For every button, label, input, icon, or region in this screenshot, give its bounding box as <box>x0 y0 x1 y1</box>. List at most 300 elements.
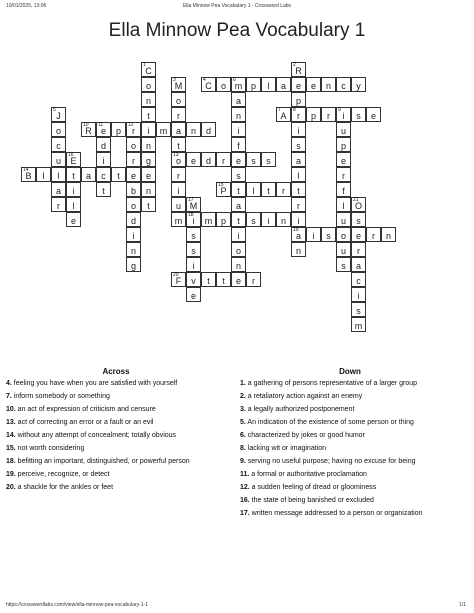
cell-letter: i <box>192 261 195 271</box>
grid-cell[interactable] <box>201 272 216 287</box>
cell-letter: r <box>177 171 180 181</box>
grid-cell[interactable] <box>276 107 291 122</box>
cell-letter: a <box>235 96 241 106</box>
grid-cell[interactable] <box>171 107 186 122</box>
grid-cell[interactable] <box>291 92 306 107</box>
grid-cell[interactable] <box>171 122 186 137</box>
down-clue <box>240 432 460 440</box>
cell-letter: e <box>190 291 196 301</box>
grid-cell[interactable] <box>126 182 141 197</box>
cell-letter: t <box>147 111 150 121</box>
cell-letter: J <box>56 111 61 121</box>
grid-cell[interactable] <box>96 152 111 167</box>
grid-cell[interactable] <box>126 212 141 227</box>
grid-cell[interactable] <box>246 152 261 167</box>
grid-cell[interactable] <box>141 197 156 212</box>
grid-cell[interactable] <box>291 77 306 92</box>
clue-number: 3 <box>173 77 176 83</box>
cell-letter: f <box>237 141 240 151</box>
cell-letter: c <box>356 276 361 286</box>
grid-cell[interactable] <box>126 137 141 152</box>
grid-cell[interactable] <box>66 167 81 182</box>
grid-cell[interactable] <box>336 167 351 182</box>
grid-cell[interactable] <box>351 197 366 212</box>
grid-cell[interactable] <box>291 197 306 212</box>
cell-letter: a <box>175 126 181 136</box>
cell-letter: e <box>295 81 301 91</box>
grid-cell[interactable] <box>186 212 201 227</box>
clue-text: not worth considering <box>15 445 85 452</box>
grid-cell[interactable] <box>231 272 246 287</box>
down-clue <box>240 419 460 427</box>
grid-cell[interactable] <box>231 107 246 122</box>
clue-number: 18 <box>188 212 194 218</box>
cell-letter: p <box>115 126 121 136</box>
clue-number: 5. <box>240 419 246 426</box>
grid-cell[interactable] <box>141 92 156 107</box>
clue-number: 8 <box>293 107 296 113</box>
cell-letter: u <box>175 201 181 211</box>
grid-cell[interactable] <box>231 212 246 227</box>
down-heading: Down <box>339 367 361 376</box>
cell-letter: d <box>130 216 136 226</box>
grid-cell[interactable] <box>186 257 201 272</box>
grid-cell[interactable] <box>216 182 231 197</box>
grid-cell[interactable] <box>111 167 126 182</box>
clue-text: a gathering of persons representative of a larger group <box>245 380 418 387</box>
cell-letter: r <box>222 156 225 166</box>
clue-number: 11. <box>240 471 250 478</box>
grid-cell[interactable] <box>216 272 231 287</box>
cell-letter: a <box>295 156 301 166</box>
grid-cell[interactable] <box>96 182 111 197</box>
clue-number: 15. <box>6 445 16 452</box>
clue-text: act of correcting an error or a fault or an evil <box>15 419 154 426</box>
grid-cell[interactable] <box>126 122 141 137</box>
grid-cell[interactable] <box>126 257 141 272</box>
cell-letter: e <box>70 216 76 226</box>
cell-letter: o <box>235 246 241 256</box>
cell-letter: o <box>145 81 151 91</box>
cell-letter: s <box>341 261 346 271</box>
grid-cell[interactable] <box>21 167 36 182</box>
grid-cell[interactable] <box>291 182 306 197</box>
cell-letter: t <box>72 171 75 181</box>
grid-cell[interactable] <box>51 182 66 197</box>
clue-text: a formal or authoritative proclamation <box>249 471 367 478</box>
grid-cell[interactable] <box>231 182 246 197</box>
grid-cell[interactable] <box>126 227 141 242</box>
grid-cell[interactable] <box>336 137 351 152</box>
cell-letter: l <box>72 201 75 211</box>
down-clue <box>240 380 460 388</box>
grid-cell[interactable] <box>336 122 351 137</box>
cell-letter: e <box>190 156 196 166</box>
cell-letter: f <box>342 186 345 196</box>
cell-letter: r <box>282 186 285 196</box>
grid-cell[interactable] <box>351 212 366 227</box>
grid-cell[interactable] <box>216 152 231 167</box>
grid-cell[interactable] <box>321 107 336 122</box>
grid-cell[interactable] <box>246 182 261 197</box>
cell-letter: i <box>267 216 270 226</box>
grid-cell[interactable] <box>51 167 66 182</box>
grid-cell[interactable] <box>141 182 156 197</box>
down-clues <box>240 367 460 523</box>
grid-cell[interactable] <box>351 317 366 332</box>
cell-letter: n <box>235 111 241 121</box>
grid-cell[interactable] <box>231 257 246 272</box>
grid-cell[interactable] <box>141 77 156 92</box>
clue-number: 9. <box>240 458 246 465</box>
cell-letter: y <box>356 81 361 91</box>
grid-cell[interactable] <box>351 77 366 92</box>
grid-cell[interactable] <box>366 227 381 242</box>
clue-number: 14 <box>23 167 29 173</box>
grid-cell[interactable] <box>66 182 81 197</box>
clue-text: lacking wit or imagination <box>245 445 326 452</box>
grid-cell[interactable] <box>51 152 66 167</box>
cell-letter: e <box>355 231 361 241</box>
grid-cell[interactable] <box>336 197 351 212</box>
clue-number: 2 <box>293 62 296 68</box>
across-clue <box>6 471 226 479</box>
grid-cell[interactable] <box>186 287 201 302</box>
clue-number: 15 <box>218 182 224 188</box>
grid-cell[interactable] <box>261 152 276 167</box>
cell-letter: n <box>145 186 151 196</box>
grid-cell[interactable] <box>186 272 201 287</box>
cell-letter: a <box>280 81 286 91</box>
grid-cell[interactable] <box>321 77 336 92</box>
grid-cell[interactable] <box>246 272 261 287</box>
cell-letter: s <box>251 216 256 226</box>
clue-text: characterized by jokes or good humor <box>245 432 365 439</box>
cell-letter: M <box>189 201 198 211</box>
cell-letter: r <box>132 126 135 136</box>
grid-cell[interactable] <box>336 227 351 242</box>
grid-cell[interactable] <box>351 302 366 317</box>
clue-text: befitting an important, distinguished, or powerful person <box>15 458 190 465</box>
grid-cell[interactable] <box>291 152 306 167</box>
grid-cell[interactable] <box>171 152 186 167</box>
cell-letter: R <box>295 66 302 76</box>
cell-letter: r <box>297 111 300 121</box>
grid-cell[interactable] <box>141 167 156 182</box>
grid-cell[interactable] <box>231 227 246 242</box>
cell-letter: l <box>57 171 60 181</box>
grid-cell[interactable] <box>246 212 261 227</box>
cell-letter: i <box>237 126 240 136</box>
grid-cell[interactable] <box>186 197 201 212</box>
clue-text: an act of expression of criticism and censure <box>15 406 156 413</box>
cell-letter: o <box>130 141 136 151</box>
cell-letter: b <box>130 186 136 196</box>
grid-cell[interactable] <box>231 137 246 152</box>
cell-letter: m <box>354 321 363 331</box>
cell-letter: p <box>340 141 346 151</box>
grid-cell[interactable] <box>276 77 291 92</box>
clue-number: 21 <box>353 197 359 203</box>
across-clue <box>6 419 226 427</box>
grid-cell[interactable] <box>231 92 246 107</box>
grid-cell[interactable] <box>261 77 276 92</box>
grid-cell[interactable] <box>36 167 51 182</box>
cell-letter: E <box>70 156 77 166</box>
clue-number: 19. <box>6 471 16 478</box>
clue-text: An indication of the existence of some person or thing <box>245 419 414 426</box>
grid-cell[interactable] <box>336 182 351 197</box>
grid-cell[interactable] <box>66 212 81 227</box>
grid-cell[interactable] <box>351 107 366 122</box>
cell-letter: g <box>145 156 151 166</box>
grid-cell[interactable] <box>171 92 186 107</box>
grid-cell[interactable] <box>276 212 291 227</box>
clue-number: 9 <box>338 107 341 113</box>
cell-letter: m <box>234 81 243 91</box>
cell-letter: e <box>145 171 151 181</box>
cell-letter: R <box>85 126 92 136</box>
grid-cell[interactable] <box>351 272 366 287</box>
grid-cell[interactable] <box>366 107 381 122</box>
grid-cell[interactable] <box>291 137 306 152</box>
grid-cell[interactable] <box>201 122 216 137</box>
across-heading: Across <box>102 367 130 376</box>
grid-cell[interactable] <box>201 152 216 167</box>
cell-letter: s <box>251 156 256 166</box>
grid-cell[interactable] <box>351 227 366 242</box>
grid-cell[interactable] <box>231 152 246 167</box>
clue-text: a retaliatory action against an enemy <box>245 393 363 400</box>
grid-cell[interactable] <box>171 197 186 212</box>
grid-cell[interactable] <box>186 122 201 137</box>
grid-cell[interactable] <box>216 77 231 92</box>
grid-cell[interactable] <box>141 122 156 137</box>
grid-cell[interactable] <box>96 122 111 137</box>
grid-cell[interactable] <box>336 242 351 257</box>
clue-number: 17 <box>188 197 194 203</box>
grid-cell[interactable] <box>96 137 111 152</box>
down-clue <box>240 471 460 479</box>
clue-number: 5 <box>53 107 56 113</box>
clue-number: 1 <box>143 62 146 68</box>
print-timestamp: 10/01/2025, 13:06 <box>6 3 47 9</box>
grid-cell[interactable] <box>126 167 141 182</box>
grid-cell[interactable] <box>51 122 66 137</box>
grid-cell[interactable] <box>171 137 186 152</box>
clue-number: 16. <box>240 497 250 504</box>
grid-cell[interactable] <box>291 242 306 257</box>
grid-cell[interactable] <box>261 212 276 227</box>
grid-cell[interactable] <box>186 152 201 167</box>
grid-cell[interactable] <box>201 77 216 92</box>
cell-letter: i <box>177 186 180 196</box>
grid-cell[interactable] <box>186 242 201 257</box>
cell-letter: a <box>355 261 361 271</box>
grid-cell[interactable] <box>171 212 186 227</box>
cell-letter: o <box>175 156 181 166</box>
grid-cell[interactable] <box>381 227 396 242</box>
grid-cell[interactable] <box>156 122 171 137</box>
grid-cell[interactable] <box>351 287 366 302</box>
clue-number: 20. <box>6 484 16 491</box>
clue-number: 14. <box>6 432 16 439</box>
cell-letter: s <box>326 231 331 241</box>
cell-letter: c <box>341 81 346 91</box>
grid-cell[interactable] <box>81 122 96 137</box>
cell-letter: l <box>267 81 270 91</box>
cell-letter: t <box>237 216 240 226</box>
grid-cell[interactable] <box>126 197 141 212</box>
grid-cell[interactable] <box>321 227 336 242</box>
cell-letter: i <box>237 231 240 241</box>
grid-cell[interactable] <box>336 257 351 272</box>
cell-letter: s <box>191 246 196 256</box>
down-clue <box>240 484 460 492</box>
clue-number: 12 <box>128 122 134 128</box>
grid-cell[interactable] <box>306 227 321 242</box>
grid-cell[interactable] <box>291 167 306 182</box>
clue-text: a shackle for the ankles or feet <box>15 484 114 491</box>
clue-number: 1. <box>240 380 246 387</box>
grid-cell[interactable] <box>231 242 246 257</box>
clue-number: 19 <box>293 227 299 233</box>
cell-letter: p <box>250 81 256 91</box>
grid-cell[interactable] <box>291 212 306 227</box>
cell-letter: n <box>190 126 196 136</box>
grid-cell[interactable] <box>231 122 246 137</box>
clue-text: written message addressed to a person or organization <box>249 510 423 517</box>
grid-cell[interactable] <box>141 62 156 77</box>
cell-letter: r <box>132 156 135 166</box>
grid-cell[interactable] <box>51 137 66 152</box>
grid-cell[interactable] <box>141 107 156 122</box>
down-clue-list <box>240 380 460 518</box>
cell-letter: r <box>327 111 330 121</box>
cell-letter: C <box>205 81 212 91</box>
grid-cell[interactable] <box>81 167 96 182</box>
grid-cell[interactable] <box>171 182 186 197</box>
cell-letter: l <box>297 171 300 181</box>
cell-letter: e <box>130 171 136 181</box>
across-clue <box>6 484 226 492</box>
cell-letter: s <box>356 216 361 226</box>
clue-text: a legally authorized postponement <box>245 406 355 413</box>
cell-letter: i <box>342 111 345 121</box>
cell-letter: n <box>235 261 241 271</box>
cell-letter: a <box>295 231 301 241</box>
page-count: 1/1 <box>459 602 466 608</box>
grid-cell[interactable] <box>216 212 231 227</box>
grid-cell[interactable] <box>306 77 321 92</box>
grid-cell[interactable] <box>291 107 306 122</box>
cell-letter: B <box>25 171 32 181</box>
grid-cell[interactable] <box>351 257 366 272</box>
cell-letter: s <box>296 141 301 151</box>
cell-letter: t <box>222 276 225 286</box>
cell-letter: e <box>370 111 376 121</box>
grid-cell[interactable] <box>126 152 141 167</box>
down-clue <box>240 510 460 518</box>
down-clue <box>240 445 460 453</box>
grid-cell[interactable] <box>171 272 186 287</box>
grid-cell[interactable] <box>336 152 351 167</box>
cell-letter: t <box>237 186 240 196</box>
grid-cell[interactable] <box>231 197 246 212</box>
grid-cell[interactable] <box>351 242 366 257</box>
cell-letter: g <box>130 261 136 271</box>
cell-letter: t <box>102 186 105 196</box>
clue-text: perceive, recognize, or detect <box>15 471 110 478</box>
grid-cell[interactable] <box>66 152 81 167</box>
grid-cell[interactable] <box>246 77 261 92</box>
grid-cell[interactable] <box>96 167 111 182</box>
grid-cell[interactable] <box>261 182 276 197</box>
across-clue <box>6 458 226 466</box>
clue-number: 10 <box>83 122 89 128</box>
cell-letter: s <box>356 306 361 316</box>
grid-cell[interactable] <box>171 167 186 182</box>
across-clue <box>6 432 226 440</box>
cell-letter: u <box>340 246 346 256</box>
grid-cell[interactable] <box>231 167 246 182</box>
grid-cell[interactable] <box>66 197 81 212</box>
grid-cell[interactable] <box>141 137 156 152</box>
grid-cell[interactable] <box>306 107 321 122</box>
page-title: Ella Minnow Pea Vocabulary 1 <box>108 20 366 41</box>
grid-cell[interactable] <box>51 197 66 212</box>
cell-letter: l <box>252 186 255 196</box>
grid-cell[interactable] <box>111 122 126 137</box>
grid-cell[interactable] <box>186 227 201 242</box>
clue-number: 17. <box>240 510 250 517</box>
across-clues <box>6 367 226 497</box>
grid-cell[interactable] <box>291 62 306 77</box>
cell-letter: i <box>192 216 195 226</box>
grid-cell[interactable] <box>231 77 246 92</box>
across-clue <box>6 445 226 453</box>
cell-letter: p <box>295 96 301 106</box>
clue-number: 13. <box>6 419 16 426</box>
cell-letter: a <box>55 186 61 196</box>
cell-letter: n <box>385 231 391 241</box>
clue-number: 7 <box>278 107 281 113</box>
cell-letter: m <box>159 126 168 136</box>
grid-cell[interactable] <box>276 182 291 197</box>
cell-letter: o <box>175 96 181 106</box>
cell-letter: e <box>235 276 241 286</box>
cell-letter: t <box>267 186 270 196</box>
grid-cell[interactable] <box>126 242 141 257</box>
cell-letter: A <box>280 111 287 121</box>
grid-cell[interactable] <box>201 212 216 227</box>
grid-cell[interactable] <box>336 107 351 122</box>
clue-number: 6. <box>240 432 246 439</box>
browser-title: Ella Minnow Pea Vocabulary 1 - Crossword Labs <box>182 3 292 9</box>
grid-cell[interactable] <box>336 77 351 92</box>
clue-text: feeling you have when you are satisfied with yourself <box>11 380 178 387</box>
grid-cell[interactable] <box>171 77 186 92</box>
cell-letter: n <box>295 246 301 256</box>
grid-cell[interactable] <box>291 122 306 137</box>
grid-cell[interactable] <box>141 152 156 167</box>
clue-text: the state of being banished or excluded <box>249 497 374 504</box>
cell-letter: n <box>280 216 286 226</box>
grid-cell[interactable] <box>336 212 351 227</box>
grid-cell[interactable] <box>291 227 306 242</box>
cell-letter: u <box>340 126 346 136</box>
grid-cell[interactable] <box>51 107 66 122</box>
